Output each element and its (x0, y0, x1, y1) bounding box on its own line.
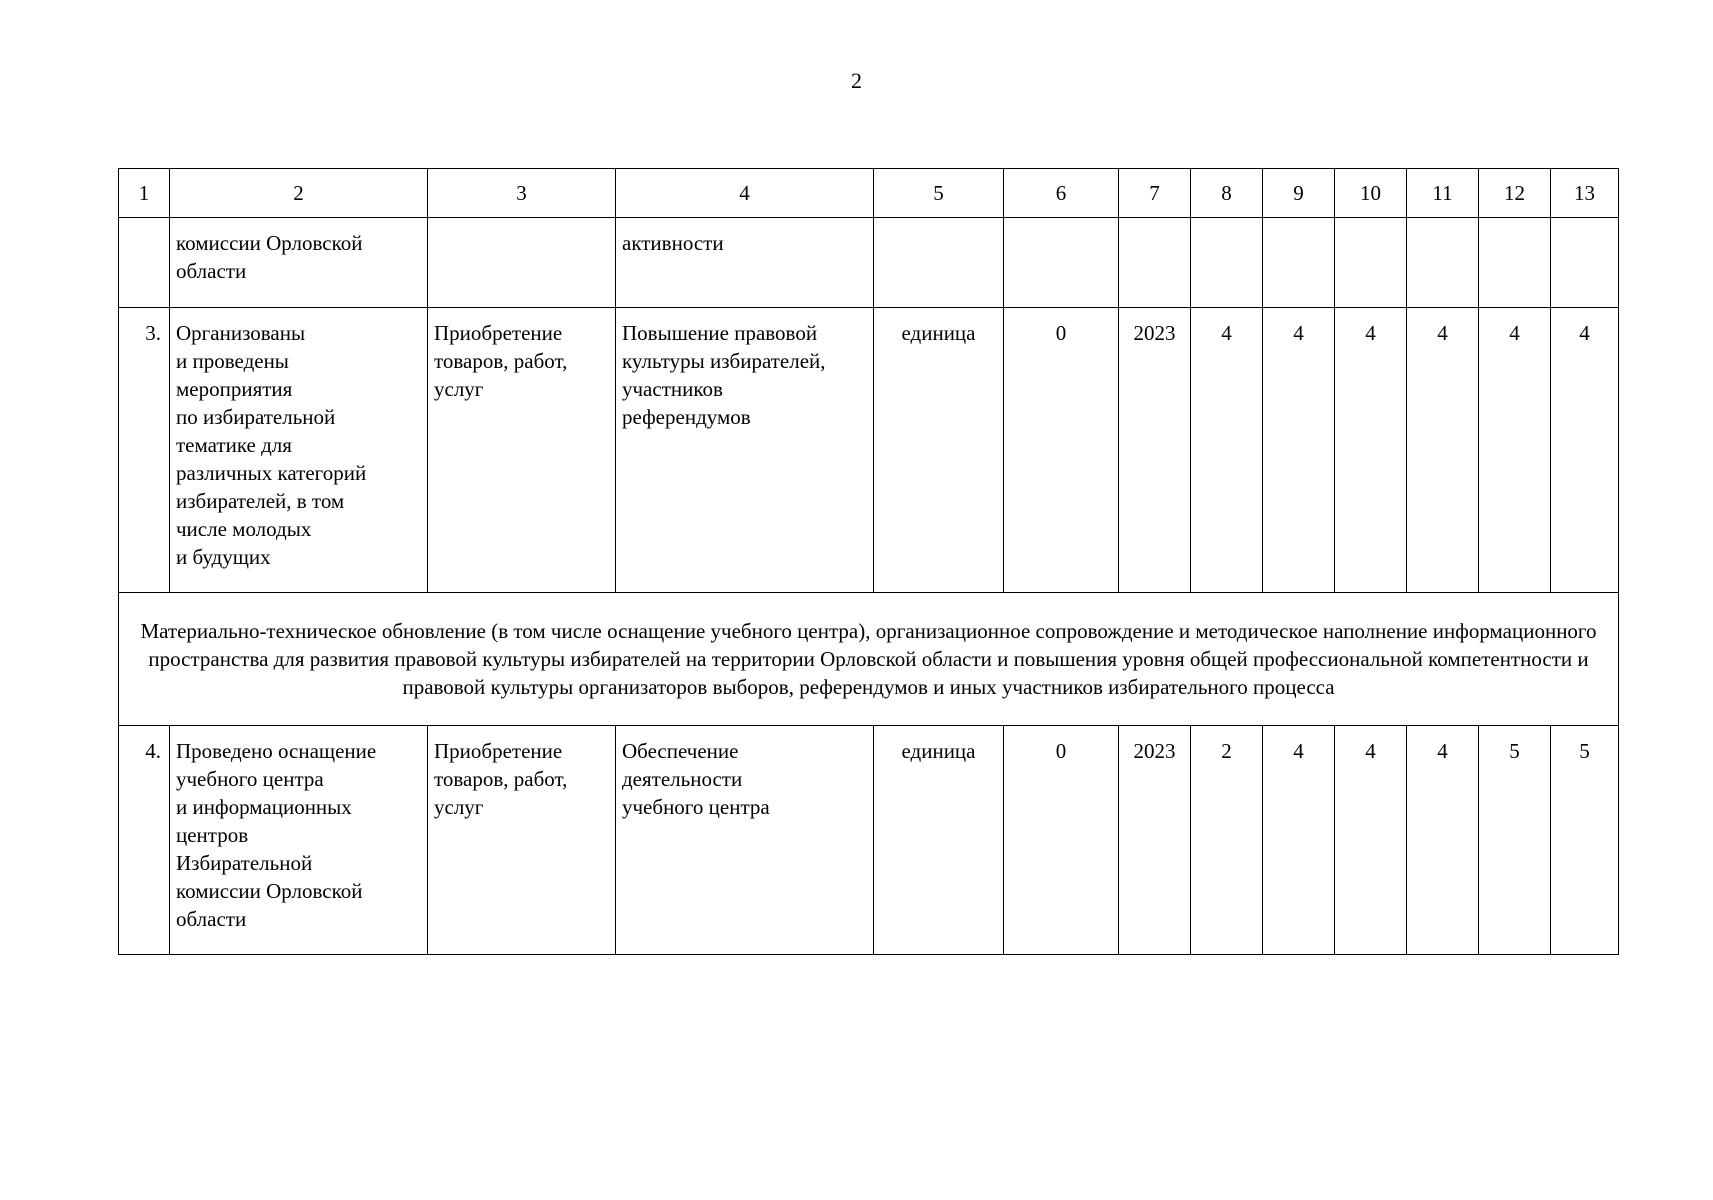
cell-value: 4 (1407, 308, 1479, 593)
page-number: 2 (851, 68, 862, 93)
cell-event-type: Приобретение товаров, работ, услуг (428, 308, 616, 593)
cell-event-type: Приобретение товаров, работ, услуг (428, 726, 616, 955)
cell-row-number: 3. (119, 308, 170, 593)
cell-description: Обеспечение деятельности учебного центра (616, 726, 874, 955)
cell-unit: единица (874, 726, 1004, 955)
cell-description: Повышение правовой культуры избирателей, участников референдумов (616, 308, 874, 593)
header-cell: 13 (1551, 169, 1619, 218)
header-cell: 2 (170, 169, 428, 218)
cell-row-number: 4. (119, 726, 170, 955)
cell-value: 4 (1263, 308, 1335, 593)
cell-empty (1479, 218, 1551, 308)
header-cell: 12 (1479, 169, 1551, 218)
header-cell: 3 (428, 169, 616, 218)
header-cell: 7 (1119, 169, 1191, 218)
cell-empty (119, 218, 170, 308)
table-header-row (119, 169, 1619, 218)
cell-value: 5 (1479, 726, 1551, 955)
header-cell: 1 (119, 169, 170, 218)
cell-empty (874, 218, 1004, 308)
header-cell: 11 (1407, 169, 1479, 218)
cell-base-year: 2023 (1119, 308, 1191, 593)
header-cell: 10 (1335, 169, 1407, 218)
cell-value: 4 (1335, 308, 1407, 593)
cell-empty (1407, 218, 1479, 308)
cell-value: 4 (1335, 726, 1407, 955)
cell-empty (1004, 218, 1119, 308)
cell-empty (1335, 218, 1407, 308)
cell-value: 4 (1263, 726, 1335, 955)
cell-empty (428, 218, 616, 308)
cell-value: 4 (1479, 308, 1551, 593)
header-cell: 5 (874, 169, 1004, 218)
cell-empty (1191, 218, 1263, 308)
cell-result-name: Проведено оснащение учебного центра и информационных центров Избирательной комиссии Орловской области (170, 726, 428, 955)
cell-result-name: Организованы и проведены мероприятия по избирательной тематике для различных категорий избирателей, в том числе молодых и будущих (170, 308, 428, 593)
indicators-table (118, 168, 1619, 955)
table-row-continuation (119, 218, 1619, 308)
header-cell: 6 (1004, 169, 1119, 218)
cell-value: 2 (1191, 726, 1263, 955)
cell-value: 4 (1551, 308, 1619, 593)
cell-value: 4 (1191, 308, 1263, 593)
cell-value: 4 (1407, 726, 1479, 955)
cell-base-value: 0 (1004, 726, 1119, 955)
header-cell: 4 (616, 169, 874, 218)
cell-empty (1551, 218, 1619, 308)
cell-empty (1119, 218, 1191, 308)
section-heading-row (119, 593, 1619, 726)
table-row-3 (119, 308, 1619, 593)
cell-description: активности (616, 218, 874, 308)
cell-result-name: комиссии Орловской области (170, 218, 428, 308)
cell-value: 5 (1551, 726, 1619, 955)
cell-base-year: 2023 (1119, 726, 1191, 955)
cell-empty (1263, 218, 1335, 308)
header-cell: 8 (1191, 169, 1263, 218)
cell-base-value: 0 (1004, 308, 1119, 593)
cell-unit: единица (874, 308, 1004, 593)
table-row-4 (119, 726, 1619, 955)
section-heading: Материально-техническое обновление (в том числе оснащение учебного центра), организационное сопровождение и методическое наполнение информационного пространства для развития правовой культуры избирателей на территории Орловской области и повышения уровня общей профессиональной компетентности и правовой культуры организаторов выборов, референдумов и иных участников избирательного процесса (119, 593, 1619, 726)
header-cell: 9 (1263, 169, 1335, 218)
